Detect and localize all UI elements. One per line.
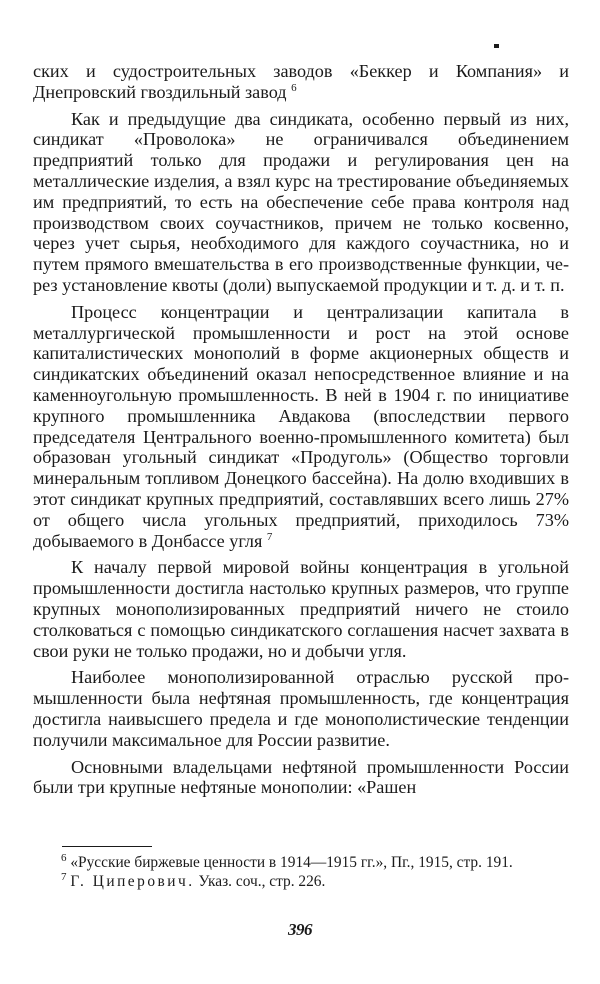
paragraph-2: Как и предыдущие два синдиката, особенно первый из них, синдикат «Проволока» не ограничивался объединением предприятий только для продажи и регулирования цен на металлические изделия, а взял курс на трестирование объединяемых им предприятий, то есть на обеспечение себе права контроля над производством своих соучастников, причем не только косвенно, через учет сырья, необходимого для каждого соучастника, но и путем прямого вмешательства в его производственные функции, через установление квоты (доли) выпускаемой продукции и т. д. и т. п. <box>33 108 569 295</box>
footnotes <box>33 853 569 891</box>
paragraph-1: ских и судостроительных заводов «Беккер и Компания» и Днепровский гвоздильный завод $^6$ <box>33 61 569 102</box>
print-speck <box>494 44 499 48</box>
paragraph-4: К началу первой мировой войны концентрация в угольной промышленности достигла настолько крупных размеров, что группе крупных монополизированных предприятий ничего не стоило столковаться с помощью синдикатского соглашения насчет захвата в свои руки не только продажи, но и добычи угля. <box>33 557 569 661</box>
footnote-7: $^7$ Г. Циперович. Указ. соч., стр. 226. <box>61 870 326 890</box>
footnote-mark-7: 7 <box>61 870 67 883</box>
footnote-mark-6: 6 <box>61 851 67 864</box>
page-number: 396 <box>288 920 312 939</box>
footnote-author: Г. Циперович. <box>70 873 195 890</box>
paragraph-5: Наиболее монополизированной отраслью русской промышленности была нефтяная промышленность, где концентрация достигла наивысшего предела и где монополистические тенденции получили максимальное для России развитие. <box>33 667 569 750</box>
paragraph-3: Процесс концентрации и централизации капитала в металлургической промышленности и рост на этой основе капиталистических монополий в форме акционерных обществ и синдикатских объединений оказал непосредственное влияние и на каменноугольную промышленность. В ней в 1904 г. по инициативе крупного промышленника Авдакова (впоследствии первого председателя Центрального военно-промышленного комитета) был образован угольный синдикат «Продуголь» (Общество торговли минеральным топливом Донецкого бассейна). На долю входивших в этот синдикат крупных предприятий, составлявших всего лишь 27% от общего числа угольных предприятий, приходилось 73% добываемого в Донбассе угля $^7$ <box>33 301 569 551</box>
footnote-ref-6: 6 <box>291 81 297 94</box>
main-text <box>33 61 569 798</box>
footnote-divider <box>62 846 152 847</box>
footnote-6: $^6$ «Русские биржевые ценности в 1914—1915 гг.», Пг., 1915, стр. 191. <box>61 851 513 871</box>
footnote-ref-7: 7 <box>266 530 273 543</box>
paragraph-6: Основными владельцами нефтяной промышленности России были три крупные нефтяные монополии: «Рашен <box>33 756 569 798</box>
